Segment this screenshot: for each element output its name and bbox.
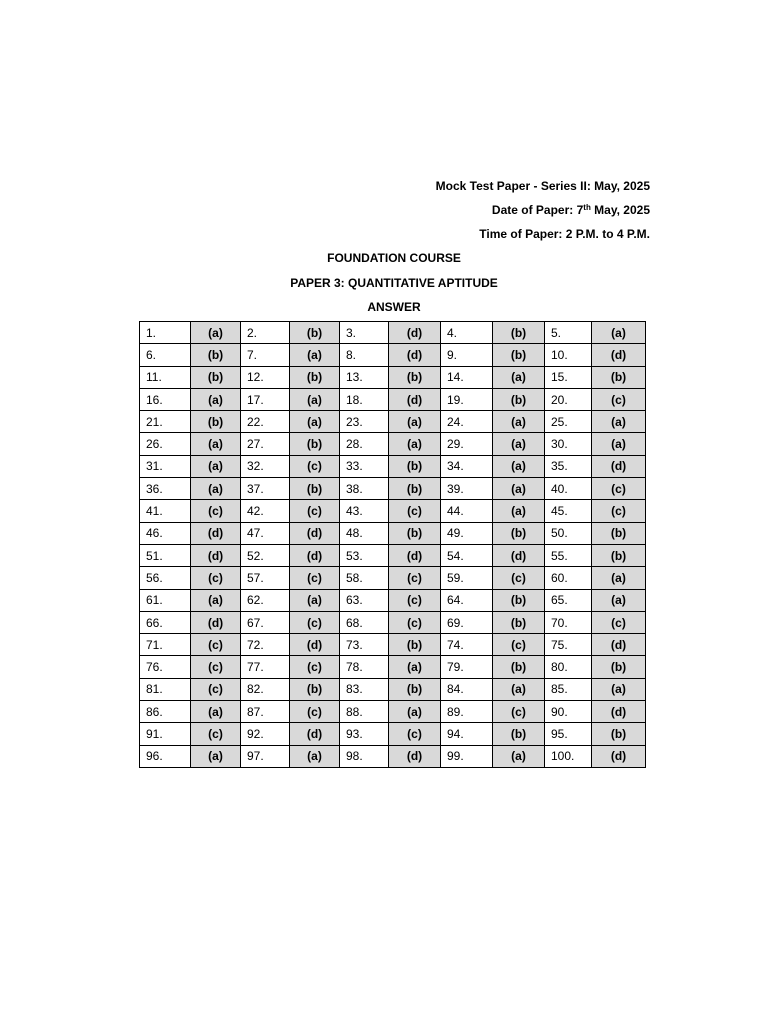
date-superscript: th — [583, 203, 591, 212]
question-number: 71. — [140, 634, 191, 656]
answer-option: (b) — [389, 634, 441, 656]
question-number: 65. — [545, 589, 592, 611]
question-number: 44. — [441, 500, 493, 522]
question-number: 63. — [340, 589, 389, 611]
table-row — [140, 678, 646, 700]
question-number: 5. — [545, 322, 592, 344]
question-number: 34. — [441, 455, 493, 477]
question-number: 19. — [441, 388, 493, 410]
question-number: 99. — [441, 745, 493, 767]
answer-option: (d) — [389, 544, 441, 566]
date-suffix: May, 2025 — [590, 203, 650, 217]
answer-option: (b) — [592, 522, 646, 544]
answer-option: (d) — [592, 634, 646, 656]
answer-option: (b) — [389, 478, 441, 500]
answer-option: (a) — [493, 745, 545, 767]
question-number: 90. — [545, 701, 592, 723]
question-number: 86. — [140, 701, 191, 723]
question-number: 35. — [545, 455, 592, 477]
date-line — [492, 203, 650, 217]
answer-option: (b) — [191, 344, 241, 366]
question-number: 51. — [140, 544, 191, 566]
question-number: 69. — [441, 611, 493, 633]
question-number: 16. — [140, 388, 191, 410]
question-number: 98. — [340, 745, 389, 767]
answer-option: (a) — [493, 411, 545, 433]
question-number: 55. — [545, 544, 592, 566]
answer-option: (d) — [389, 388, 441, 410]
answer-option: (a) — [191, 589, 241, 611]
answer-option: (b) — [389, 366, 441, 388]
question-number: 40. — [545, 478, 592, 500]
answer-option: (c) — [191, 678, 241, 700]
answer-option: (c) — [290, 500, 340, 522]
question-number: 60. — [545, 567, 592, 589]
question-number: 1. — [140, 322, 191, 344]
answer-option: (b) — [493, 522, 545, 544]
answer-option: (a) — [493, 478, 545, 500]
paper-title: PAPER 3: QUANTITATIVE APTITUDE — [290, 276, 498, 290]
series-line: Mock Test Paper - Series II: May, 2025 — [435, 179, 650, 193]
answer-option: (b) — [290, 433, 340, 455]
question-number: 25. — [545, 411, 592, 433]
answer-option: (c) — [290, 611, 340, 633]
answer-table — [139, 321, 646, 768]
answer-option: (b) — [389, 455, 441, 477]
table-row — [140, 634, 646, 656]
answer-option: (a) — [290, 589, 340, 611]
answer-option: (d) — [389, 322, 441, 344]
question-number: 8. — [340, 344, 389, 366]
question-number: 82. — [241, 678, 290, 700]
question-number: 85. — [545, 678, 592, 700]
question-number: 26. — [140, 433, 191, 455]
question-number: 83. — [340, 678, 389, 700]
answer-option: (a) — [389, 656, 441, 678]
answer-option: (b) — [493, 656, 545, 678]
answer-option: (a) — [592, 322, 646, 344]
answer-option: (b) — [290, 366, 340, 388]
question-number: 46. — [140, 522, 191, 544]
question-number: 61. — [140, 589, 191, 611]
question-number: 97. — [241, 745, 290, 767]
table-row — [140, 455, 646, 477]
table-row — [140, 745, 646, 767]
answer-option: (d) — [290, 723, 340, 745]
question-number: 94. — [441, 723, 493, 745]
question-number: 41. — [140, 500, 191, 522]
answer-option: (a) — [191, 701, 241, 723]
question-number: 66. — [140, 611, 191, 633]
question-number: 28. — [340, 433, 389, 455]
time-line: Time of Paper: 2 P.M. to 4 P.M. — [479, 227, 650, 241]
table-row — [140, 344, 646, 366]
answer-option: (a) — [191, 478, 241, 500]
answer-option: (d) — [592, 701, 646, 723]
answer-option: (a) — [290, 745, 340, 767]
answer-option: (b) — [493, 611, 545, 633]
question-number: 87. — [241, 701, 290, 723]
question-number: 22. — [241, 411, 290, 433]
question-number: 14. — [441, 366, 493, 388]
date-prefix: Date of Paper: 7 — [491, 203, 584, 217]
table-row — [140, 611, 646, 633]
answer-option: (d) — [191, 522, 241, 544]
table-row — [140, 478, 646, 500]
question-number: 81. — [140, 678, 191, 700]
answer-option: (a) — [191, 388, 241, 410]
answer-option: (c) — [389, 723, 441, 745]
question-number: 52. — [241, 544, 290, 566]
answer-option: (b) — [592, 723, 646, 745]
answer-option: (b) — [592, 656, 646, 678]
answer-option: (a) — [493, 455, 545, 477]
question-number: 95. — [545, 723, 592, 745]
question-number: 47. — [241, 522, 290, 544]
answer-option: (c) — [389, 589, 441, 611]
answer-option: (b) — [290, 322, 340, 344]
answer-option: (c) — [290, 455, 340, 477]
answer-option: (a) — [389, 411, 441, 433]
answer-option: (d) — [493, 544, 545, 566]
answer-option: (a) — [191, 455, 241, 477]
question-number: 88. — [340, 701, 389, 723]
answer-option: (b) — [389, 522, 441, 544]
answer-option: (c) — [592, 478, 646, 500]
answer-option: (c) — [290, 701, 340, 723]
answer-option: (a) — [290, 388, 340, 410]
table-row — [140, 522, 646, 544]
question-number: 36. — [140, 478, 191, 500]
question-number: 80. — [545, 656, 592, 678]
question-number: 21. — [140, 411, 191, 433]
question-number: 37. — [241, 478, 290, 500]
answer-table-body — [140, 322, 646, 768]
answer-option: (a) — [493, 500, 545, 522]
question-number: 39. — [441, 478, 493, 500]
answer-option: (b) — [493, 344, 545, 366]
answer-option: (b) — [290, 478, 340, 500]
question-number: 32. — [241, 455, 290, 477]
question-number: 31. — [140, 455, 191, 477]
table-row — [140, 322, 646, 344]
question-number: 54. — [441, 544, 493, 566]
answer-option: (b) — [493, 322, 545, 344]
answer-option: (b) — [493, 388, 545, 410]
answer-option: (a) — [290, 344, 340, 366]
question-number: 91. — [140, 723, 191, 745]
question-number: 4. — [441, 322, 493, 344]
question-number: 100. — [545, 745, 592, 767]
question-number: 45. — [545, 500, 592, 522]
question-number: 53. — [340, 544, 389, 566]
table-row — [140, 544, 646, 566]
question-number: 96. — [140, 745, 191, 767]
answer-option: (a) — [191, 745, 241, 767]
question-number: 3. — [340, 322, 389, 344]
question-number: 38. — [340, 478, 389, 500]
question-number: 72. — [241, 634, 290, 656]
question-number: 13. — [340, 366, 389, 388]
question-number: 43. — [340, 500, 389, 522]
question-number: 78. — [340, 656, 389, 678]
answer-option: (d) — [290, 634, 340, 656]
question-number: 30. — [545, 433, 592, 455]
question-number: 11. — [140, 366, 191, 388]
answer-option: (c) — [290, 567, 340, 589]
course-title: FOUNDATION COURSE — [327, 251, 461, 265]
answer-option: (a) — [592, 567, 646, 589]
question-number: 58. — [340, 567, 389, 589]
question-number: 56. — [140, 567, 191, 589]
answer-option: (c) — [592, 388, 646, 410]
answer-option: (c) — [191, 634, 241, 656]
answer-option: (a) — [592, 411, 646, 433]
table-row — [140, 388, 646, 410]
answer-option: (a) — [191, 433, 241, 455]
answer-option: (c) — [592, 500, 646, 522]
question-number: 6. — [140, 344, 191, 366]
answer-option: (d) — [389, 344, 441, 366]
answer-option: (c) — [191, 567, 241, 589]
question-number: 15. — [545, 366, 592, 388]
answer-option: (c) — [493, 701, 545, 723]
question-number: 7. — [241, 344, 290, 366]
answer-option: (a) — [493, 366, 545, 388]
question-number: 89. — [441, 701, 493, 723]
table-row — [140, 701, 646, 723]
table-row — [140, 433, 646, 455]
answer-option: (c) — [493, 634, 545, 656]
answer-option: (b) — [493, 589, 545, 611]
table-row — [140, 656, 646, 678]
answer-option: (a) — [290, 411, 340, 433]
table-row — [140, 723, 646, 745]
question-number: 29. — [441, 433, 493, 455]
question-number: 77. — [241, 656, 290, 678]
answer-option: (c) — [389, 500, 441, 522]
answer-option: (c) — [493, 567, 545, 589]
answer-option: (a) — [191, 322, 241, 344]
answer-option: (d) — [592, 455, 646, 477]
answer-option: (a) — [389, 433, 441, 455]
question-number: 2. — [241, 322, 290, 344]
table-row — [140, 366, 646, 388]
question-number: 74. — [441, 634, 493, 656]
answer-heading: ANSWER — [367, 300, 421, 314]
question-number: 64. — [441, 589, 493, 611]
question-number: 68. — [340, 611, 389, 633]
question-number: 79. — [441, 656, 493, 678]
question-number: 42. — [241, 500, 290, 522]
answer-option: (d) — [191, 544, 241, 566]
answer-option: (c) — [389, 567, 441, 589]
answer-option: (c) — [191, 500, 241, 522]
answer-option: (b) — [493, 723, 545, 745]
answer-option: (b) — [191, 366, 241, 388]
question-number: 9. — [441, 344, 493, 366]
question-number: 48. — [340, 522, 389, 544]
answer-option: (b) — [592, 366, 646, 388]
answer-option: (d) — [592, 745, 646, 767]
table-row — [140, 500, 646, 522]
question-number: 23. — [340, 411, 389, 433]
answer-option: (c) — [389, 611, 441, 633]
question-number: 76. — [140, 656, 191, 678]
answer-option: (a) — [592, 433, 646, 455]
question-number: 24. — [441, 411, 493, 433]
question-number: 20. — [545, 388, 592, 410]
answer-option: (b) — [389, 678, 441, 700]
question-number: 59. — [441, 567, 493, 589]
answer-option: (a) — [389, 701, 441, 723]
answer-option: (c) — [290, 656, 340, 678]
answer-option: (a) — [493, 433, 545, 455]
question-number: 10. — [545, 344, 592, 366]
question-number: 49. — [441, 522, 493, 544]
table-row — [140, 567, 646, 589]
question-number: 12. — [241, 366, 290, 388]
question-number: 93. — [340, 723, 389, 745]
question-number: 27. — [241, 433, 290, 455]
answer-option: (d) — [290, 544, 340, 566]
answer-option: (d) — [592, 344, 646, 366]
question-number: 17. — [241, 388, 290, 410]
question-number: 50. — [545, 522, 592, 544]
question-number: 75. — [545, 634, 592, 656]
table-row — [140, 589, 646, 611]
question-number: 33. — [340, 455, 389, 477]
answer-option: (c) — [592, 611, 646, 633]
answer-option: (c) — [191, 656, 241, 678]
table-row — [140, 411, 646, 433]
answer-option: (d) — [191, 611, 241, 633]
question-number: 73. — [340, 634, 389, 656]
question-number: 70. — [545, 611, 592, 633]
question-number: 18. — [340, 388, 389, 410]
answer-option: (a) — [493, 678, 545, 700]
answer-option: (c) — [191, 723, 241, 745]
question-number: 57. — [241, 567, 290, 589]
question-number: 67. — [241, 611, 290, 633]
answer-option: (a) — [592, 589, 646, 611]
answer-option: (d) — [290, 522, 340, 544]
answer-option: (a) — [592, 678, 646, 700]
answer-option: (d) — [389, 745, 441, 767]
answer-option: (b) — [592, 544, 646, 566]
answer-option: (b) — [290, 678, 340, 700]
answer-option: (b) — [191, 411, 241, 433]
question-number: 62. — [241, 589, 290, 611]
question-number: 92. — [241, 723, 290, 745]
question-number: 84. — [441, 678, 493, 700]
